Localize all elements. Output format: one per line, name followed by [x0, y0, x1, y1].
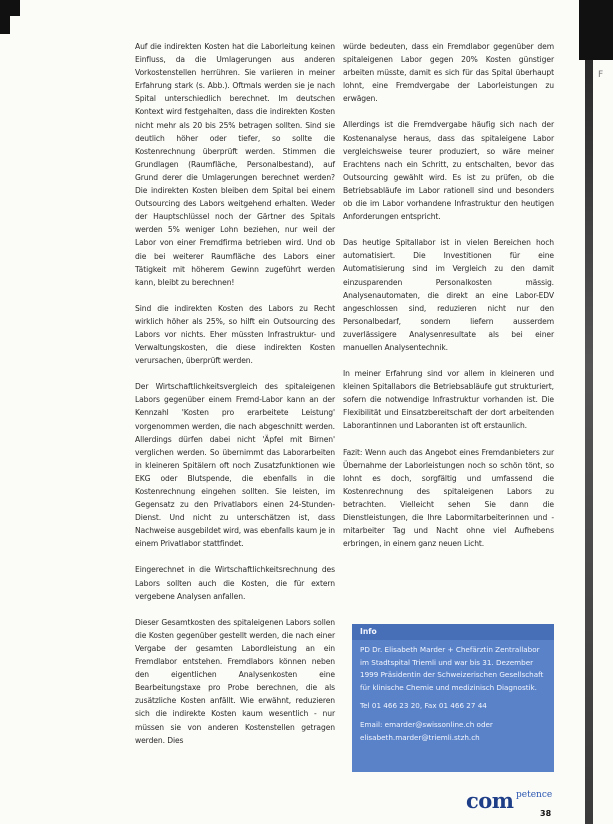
article-paragraph: würde bedeuten, dass ein Fremdlabor gegenüber dem spitaleigenen Labor gegen 20% Kosten günstiger arbeiten müsste, damit es sich für das Spital überhaupt lohnt, eine Fremdvergabe der Laborleistungen zu erwägen.: [343, 42, 554, 104]
article-right-column: [343, 40, 554, 563]
article-paragraph: In meiner Erfahrung sind vor allem in kleineren und kleinen Spitallabors die Betriebsabläufe gut strukturiert, sofern die notwendige Infrastruktur vorhanden ist. Die Flexibilität und Einsatzbereitschaft der dort arbeitenden Laborantinnen und Laboranten ist oft erstaunlich.: [343, 369, 554, 431]
article-left-column: [135, 40, 335, 760]
article-paragraph: Fazit: Wenn auch das Angebot eines Fremdanbieters zur Übernahme der Laborleistungen noch so schön tönt, so lohnt es doch, sorgfältig und umfassend die Kostenrechnung des spitaleigenen Labors zu betrachten. Vielleicht sehen Sie dann die Dienstleistungen, die Ihre Labormitarbeiterinnen und -mitarbeiter Tag und Nacht ohne viel Aufhebens erbringen, in einem ganz neuen Licht.: [343, 447, 554, 549]
adjacent-page-bleed: F: [598, 70, 604, 80]
article-paragraph: Eingerechnet in die Wirtschaftlichkeitsrechnung des Labors sollten auch die Kosten, die für extern vergebene Analysen anfallen.: [135, 565, 335, 601]
article-paragraph: Der Wirtschaftlichkeitsvergleich des spitaleigenen Labors gegenüber einem Fremd-Labor kann an der Kennzahl 'Kosten pro erarbeitete Leistung' vorgenommen werden, die nach abgeschnitt werden. Allerdings dürfen dabei nicht 'Äpfel mit Birnen' verglichen werden. So übernimmt das Laborarbeiten in kleineren Spitälern oft noch Zusatzfunktionen wie EKG oder Blutspende, die ebenfalls in die Kostenrechnung eingehen sollten. Sie leisten, im Gegensatz zu den Privatlabors einen 24-Stunden-Dienst. Und nicht zu unterschätzen ist, dass Nachweise ausgebildet wird, was ebenfalls kaum je in einem Privatlabor stattfindet.: [135, 382, 335, 549]
article-paragraph: Dieser Gesamtkosten des spitaleigenen Labors sollen die Kosten gegenüber gestellt werden, die nach einer Vergabe der gesamten Labordleistung an ein Fremdlabor entstehen. Fremdlabors können neben den eigentlichen Analysenkosten eine Bearbeitungstaxe pro Probe berechnen, die als zusätzliche Kosten anfällt. Wie erwähnt, reduzieren sich die indirekte Kosten kaum wesentlich - nur müssen sie von anderen Kostenstellen getragen werden. Dies: [135, 617, 335, 745]
info-box-title: Info: [352, 624, 554, 640]
author-info-box: [352, 624, 554, 772]
author-bio: PD Dr. Elisabeth Marder + Chefärztin Zentrallabor im Stadtspital Triemli und war bis 31. Dezember 1999 Präsidentin der Schweizerischen Gesellschaft für klinische Chemie und medizinisch Diagnostik.: [360, 645, 544, 692]
author-contact-email: Email: emarder@swissonline.ch oder elisabeth.marder@triemli.stzh.ch: [360, 719, 493, 742]
article-paragraph: Sind die indirekten Kosten des Labors zu Recht wirklich höher als 25%, so hilft ein Outsourcing des Labors vor nichts. Eher müssten Infrastruktur- und Verwaltungskosten, die diese indirekten Kosten verursachen, überprüft werden.: [135, 303, 335, 366]
info-box-body: [352, 640, 554, 744]
article-paragraph: Auf die indirekten Kosten hat die Laborleitung keinen Einfluss, da die Umlagerungen aus anderen Vorkostenstellen herrühren. Sie variieren in meiner Erfahrung stark (s. Abb.). Oftmals werden sie je nach Spital unterschiedlich berechnet. Im deutschen Kontext wird festgehalten, dass die indirekten Kosten nicht mehr als 20 bis 25% betragen sollten. Sind sie deutlich höher oder tiefer, so sollte die Kostenrechnung überprüft werden. Stimmen die Grundlagen (Raumfläche, Personalbestand), auf Grund derer die Umlagerungen berechnet werden? Die indirekten Kosten bleiben dem Spital bei einem Outsourcing des Labors weitgehend erhalten. Weder der Hauptschlüssel noch der Gärtner des Spitals werden 5% weniger Lohn beziehen, nur weil der Labor von einer Fremdfirma betrieben wird. Und ob die bei weiterer Raumfläche des Labors einer Tätigkeit mit höherem Gewinn zugeführt werden kann, bleibt zu berechnen!: [135, 42, 335, 287]
page-number: 38: [540, 809, 552, 818]
article-paragraph: Das heutige Spitallabor ist in vielen Bereichen hoch automatisiert. Die Investitionen für eine Automatisierung sind im Vergleich zu den damit einzusparenden Personalkosten mässig. Analysenautomaten, die direkt an eine Labor-EDV angeschlossen sind, reduzieren nicht nur den Personalbedarf, sondern liefern ausserdem zuverlässigere Analysenresultate als bei einer manuellen Analysentechnik.: [343, 238, 554, 352]
author-contact-phone: Tel 01 466 23 20, Fax 01 466 27 44: [360, 701, 487, 711]
logo-main-text: com: [466, 788, 514, 813]
article-paragraph: Allerdings ist die Fremdvergabe häufig sich nach der Kostenanalyse heraus, dass das spitaleigene Labor vergleichsweise teurer produziert, so wäre meiner Erachtens nach ein Schritt, zu entschalten, bevor das Outsourcing gewählt wird. Es ist zu prüfen, ob die Betriebsabläufe im Labor rationell sind und besonders ob die im Labor vorhandene Infrastruktur den heutigen Anforderungen entspricht.: [343, 120, 554, 222]
scan-corner-mark: [0, 0, 20, 16]
scan-edge-bar: [579, 0, 613, 60]
logo-sub-text: petence: [516, 790, 553, 800]
